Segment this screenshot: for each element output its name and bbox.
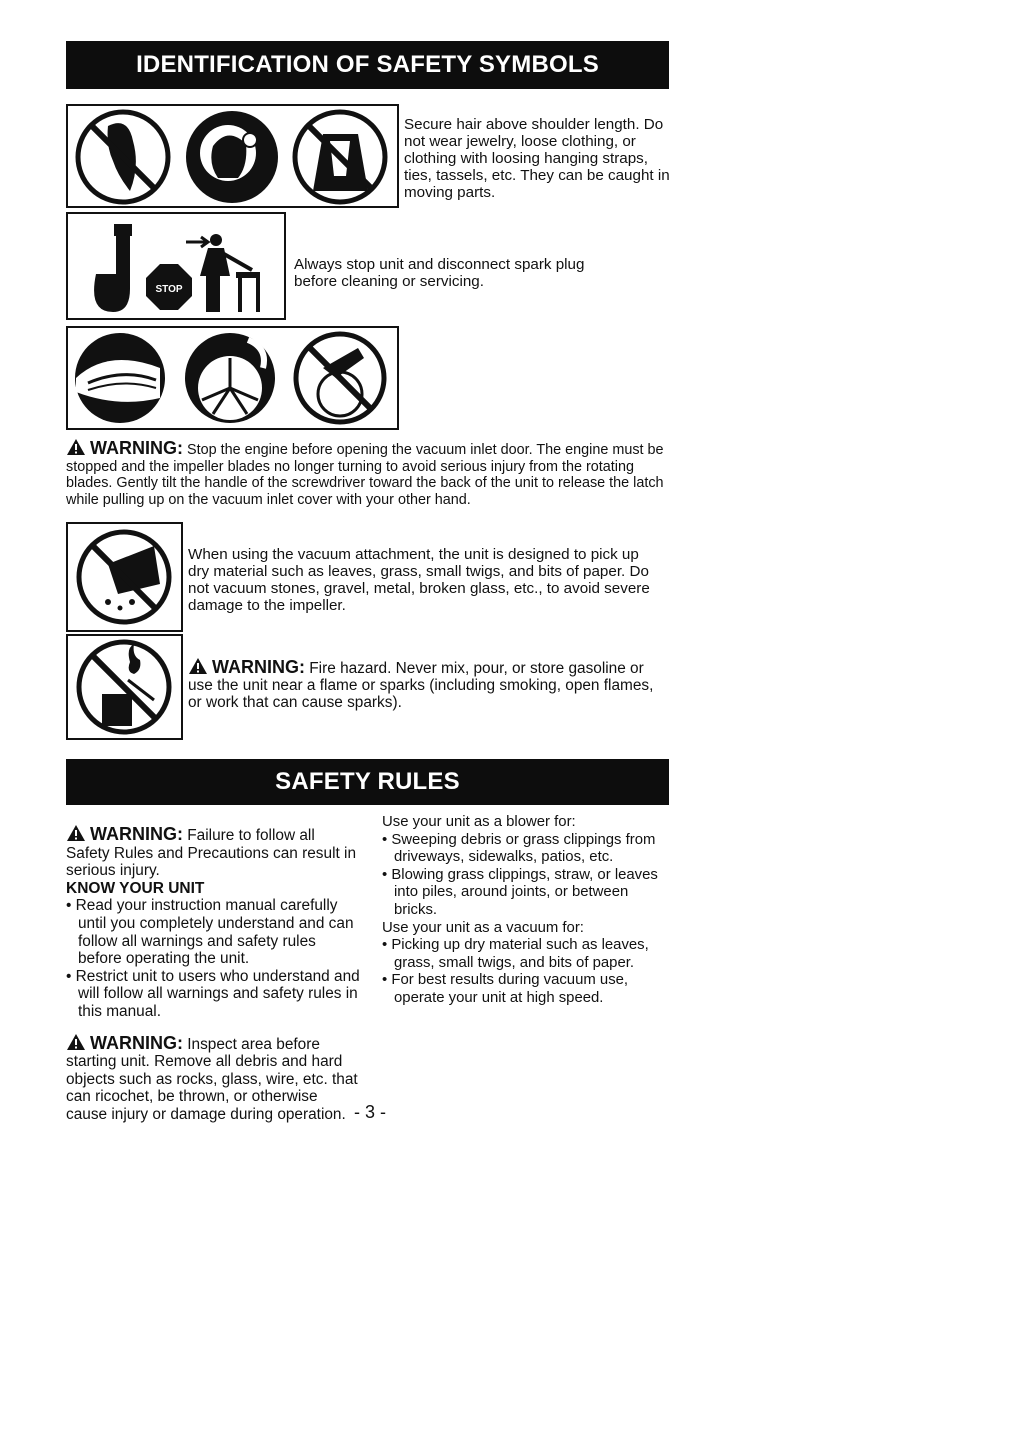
fire-warning [188, 657, 664, 711]
symbol-text-stop: Always stop unit and disconnect spark plug before cleaning or servicing. [294, 256, 585, 290]
list-item: • Picking up dry material such as leaves, grass, small twigs, and bits of paper. [382, 937, 672, 972]
vacuum-intro: Use your unit as a vacuum for: [382, 919, 584, 936]
warning-triangle-icon [66, 824, 86, 842]
symbol-text-hair: Secure hair above shoulder length. Do not wear jewelry, loose clothing, or clothing with loosing hanging straps, ties, tassels, etc. They can be caught in moving parts. [404, 116, 670, 201]
list-item: • Read your instruction manual carefully until you completely understand and can follow all warnings and safety rules before operating the unit. [66, 897, 360, 967]
inspect-area-text: Inspect area before starting unit. Remove all debris and hard objects such as rocks, glass, wire, etc. that can ricochet, be thrown, or otherwise cause injury or damage during operation. [66, 1035, 358, 1123]
warning-triangle-icon [66, 1033, 86, 1051]
clothing-symbols-icon [68, 106, 397, 206]
symbol-box-stop [66, 212, 286, 320]
know-unit-heading: KNOW YOUR UNIT [66, 879, 205, 897]
rules-right-column [382, 814, 672, 1008]
section-title-symbols: IDENTIFICATION OF SAFETY SYMBOLS [66, 41, 669, 89]
vacuum-door-warning [66, 438, 664, 508]
warning-label: WARNING: [90, 824, 183, 844]
rules-left-column [66, 824, 360, 1124]
symbol-box-impeller [66, 326, 399, 430]
page-number: - 3 - [353, 1102, 386, 1122]
warning-label: WARNING: [90, 1032, 183, 1053]
no-hard-debris-icon [68, 524, 181, 630]
symbol-box-fire [66, 634, 183, 740]
symbol-box-debris [66, 522, 183, 632]
no-fire-icon [68, 636, 181, 738]
warning-injury-text: Failure to follow all Safety Rules and Precautions can result in serious injury. [66, 827, 357, 880]
symbol-box-clothing [66, 104, 399, 208]
list-item: • For best results during vacuum use, operate your unit at high speed. [382, 972, 672, 1007]
vacuum-door-warning-text: Stop the engine before opening the vacuum inlet door. The engine must be stopped and the impeller blades no longer turning to avoid serious injury from the rotating blades. Gently tilt the handle of the screwdriver toward the back of the unit to release the latch while pulling up on the vacuum inlet cover with your other hand. [66, 442, 664, 508]
fire-warning-text: Fire hazard. Never mix, pour, or store gasoline or use the unit near a flame or sparks (including smoking, open flames, or work that can cause sparks). [188, 660, 654, 711]
warning-triangle-icon [188, 657, 208, 675]
spark-plug-stop-icon [68, 214, 284, 318]
list-item: • Restrict unit to users who understand and will follow all warnings and safety rules in this manual. [66, 968, 360, 1021]
symbol-text-vacuum: When using the vacuum attachment, the unit is designed to pick up dry material such as leaves, grass, small twigs, and bits of paper. Do not vacuum stones, gravel, metal, broken glass, etc., to avoid severe damage to the impeller. [188, 546, 650, 614]
list-item: • Blowing grass clippings, straw, or leaves into piles, around joints, or between bricks. [382, 867, 672, 920]
list-item: • Sweeping debris or grass clippings from driveways, sidewalks, patios, etc. [382, 832, 672, 867]
stop-sign-label: STOP [155, 284, 183, 295]
blower-intro: Use your unit as a blower for: [382, 814, 576, 830]
warning-triangle-icon [66, 438, 86, 456]
rotating-impeller-icon [68, 328, 397, 428]
warning-label: WARNING: [212, 657, 305, 677]
section-title-rules: SAFETY RULES [66, 759, 669, 805]
warning-label: WARNING: [90, 438, 183, 458]
